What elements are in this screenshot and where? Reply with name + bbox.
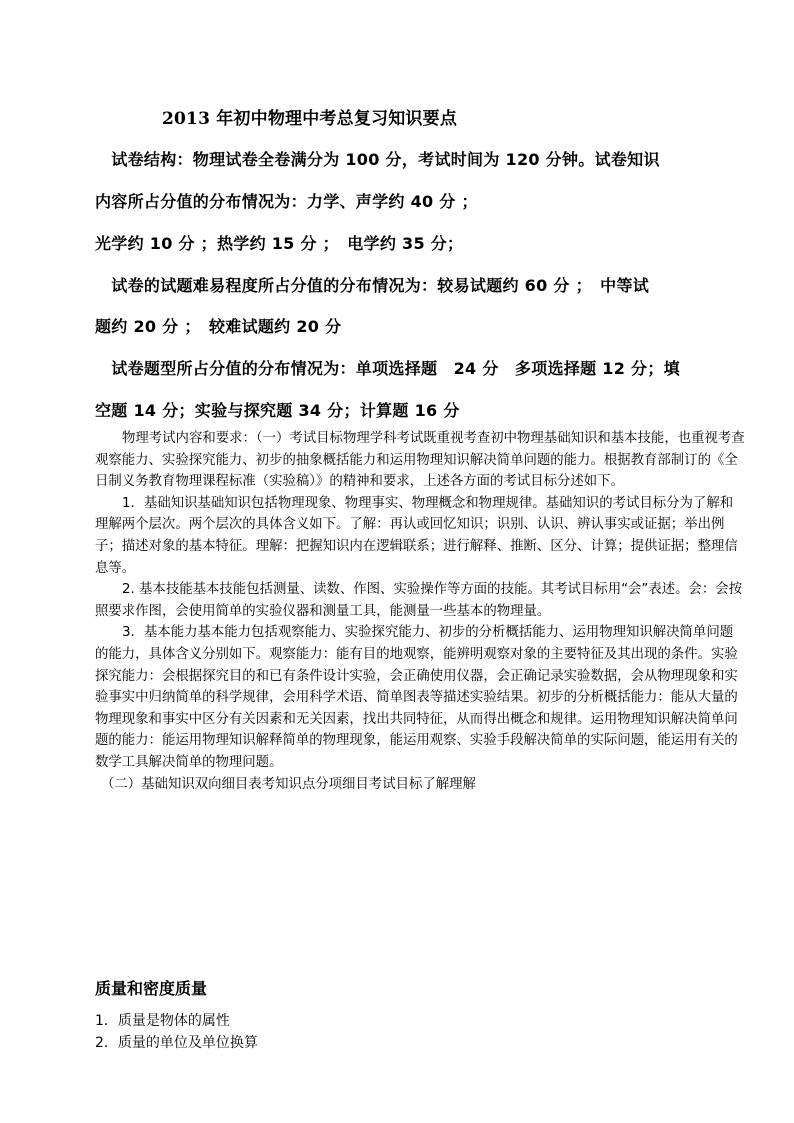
difficulty-line-1: 试卷的试题难易程度所占分值的分布情况为：较易试题约 60 分 ； 中等试 [95, 276, 650, 295]
requirements-intro-paragraph: 物理考试内容和要求：（一）考试目标物理学科考试既重视考查初中物理基础知识和基本技能，也重视考查观察能力、实验探究能力、初步的抽象概括能力和运用物理知识解决简单问题的能力。根据教育部制订的《全日制义务教育物理课程标准（实验稿）》的精神和要求，上述各方面的考试目标分述如下。 [95, 431, 745, 490]
list-item: 1．质量是物体的属性 [95, 1013, 230, 1029]
basic-knowledge-paragraph: 1．基础知识基础知识包括物理现象、物理事实、物理概念和物理规律。基础知识的考试目标分为了解和理解两个层次。两个层次的具体含义如下。了解：再认或回忆知识；识别、认识、辨认事实或证据；举出例子；描述对象的基本特征。理解：把握知识内在逻辑联系；进行解释、推断、区分、计算；提供证据；整理信息等。 [95, 495, 738, 576]
exam-structure-line-2: 内容所占分值的分布情况为：力学、声学约 40 分 ； [95, 192, 478, 211]
list-item: 2．质量的单位及单位换算 [95, 1035, 258, 1051]
basic-skills-paragraph: 2. 基本技能基本技能包括测量、读数、作图、实验操作等方面的技能。其考试目标用“会”表述。会：会按照要求作图，会使用简单的实验仪器和测量工具，能测量一些基本的物理量。 [95, 582, 743, 619]
knowledge-table-intro-paragraph: （二）基础知识双向细目表考知识点分项细目考试目标了解理解 [101, 776, 476, 792]
question-type-line-1: 试卷题型所占分值的分布情况为：单项选择题 24 分 多项选择题 12 分；填 [95, 359, 680, 378]
exam-structure-line-1: 试卷结构：物理试卷全卷满分为 100 分，考试时间为 120 分钟。试卷知识 [95, 150, 660, 169]
knowledge-list [95, 1010, 258, 1054]
section-heading: 质量和密度质量 [95, 979, 208, 998]
exam-structure-line-3: 光学约 10 分 ；热学约 15 分 ； 电学约 35 分； [95, 234, 464, 253]
basic-abilities-paragraph: 3．基本能力基本能力包括观察能力、实验探究能力、初步的分析概括能力、运用物理知识解决简单问题的能力，具体含义分别如下。观察能力：能有目的地观察，能辨明观察对象的主要特征及其出现的条件。实验探究能力：会根据探究目的和已有条件设计实验，会正确使用仪器，会正确记录实验数据，会从物理现象和实验事实中归纳简单的科学规律，会用科学术语、简单图表等描述实验结果。初步的分析概括能力：能从大量的物理现象和事实中区分有关因素和无关因素，找出共同特征，从而得出概念和规律。运用物理知识解决简单问题的能力：能运用物理知识解释简单的物理现象，能运用观察、实验手段解决简单的实际问题，能运用有关的数学工具解决简单的物理问题。 [95, 625, 738, 770]
exam-requirements-body [95, 428, 745, 795]
difficulty-line-2: 题约 20 分 ； 较难试题约 20 分 [95, 317, 342, 336]
question-type-line-2: 空题 14 分；实验与探究题 34 分；计算题 16 分 [95, 401, 460, 420]
document-title: 2013 年初中物理中考总复习知识要点 [162, 109, 458, 129]
